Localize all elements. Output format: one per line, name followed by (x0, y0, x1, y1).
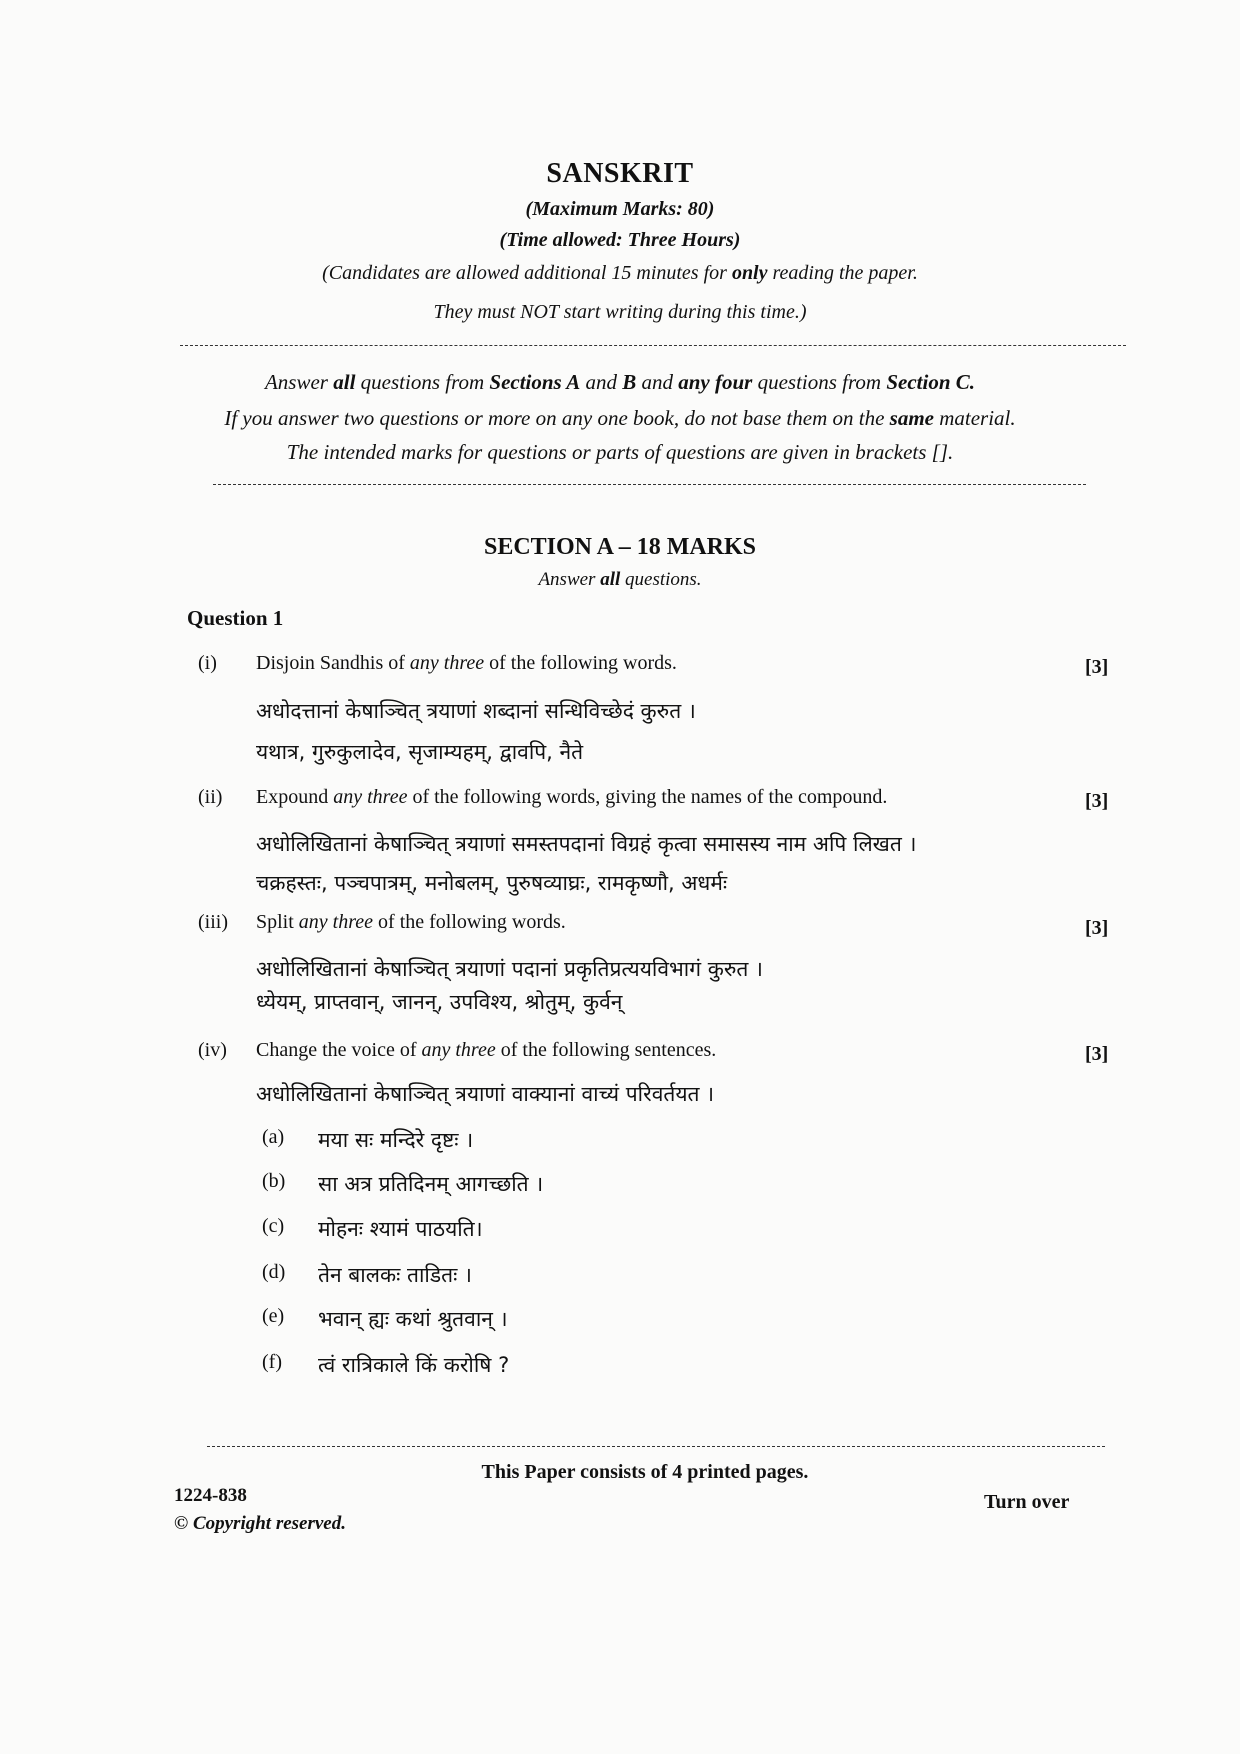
page-count-note: This Paper consists of 4 printed pages. (481, 1461, 809, 1483)
sanskrit-instruction: अधोलिखितानां केषाञ्चित् त्रयाणां समस्तपदानां विग्रहं कृत्वा समासस्य नाम अपि लिखत । (256, 832, 917, 856)
question-heading: Question 1 (187, 606, 284, 630)
copyright-note: © Copyright reserved. (174, 1513, 346, 1534)
part-number: (iv) (198, 1039, 227, 1061)
sentence-text: मया सः मन्दिरे दृष्टः । (318, 1128, 474, 1152)
marks-badge: [3] (1085, 656, 1109, 678)
sentence-label: (c) (262, 1215, 285, 1237)
part-number: (ii) (198, 786, 223, 808)
word-list: चक्रहस्तः, पञ्चपात्रम्, मनोबलम्, पुरुषव्याघ्रः, रामकृष्णौ, अधर्मः (256, 871, 728, 895)
part-instruction: Expound any three of the following words, giving the names of the compound. (256, 786, 888, 808)
sentence-label: (f) (262, 1351, 282, 1373)
section-title: SECTION A – 18 MARKS (483, 534, 757, 560)
sentence-label: (a) (262, 1126, 285, 1148)
sentence-label: (b) (262, 1170, 286, 1192)
instruction-line1: Answer all questions from Sections A and B and any four questions from Section C. (264, 370, 976, 394)
reading-note-line1: (Candidates are allowed additional 15 minutes for only reading the paper. (322, 262, 918, 284)
marks-badge: [3] (1085, 790, 1109, 812)
reading-note-line2: They must NOT start writing during this time.) (433, 301, 807, 323)
part-instruction: Split any three of the following words. (256, 911, 566, 933)
sentence-text: तेन बालकः ताडितः । (318, 1263, 472, 1287)
instruction-line3: The intended marks for questions or parts of questions are given in brackets []. (286, 440, 954, 464)
marks-badge: [3] (1085, 1043, 1109, 1065)
part-instruction: Change the voice of any three of the following sentences. (256, 1039, 717, 1061)
word-list: यथात्र, गुरुकुलादेव, सृजाम्यहम्, द्वावपि, नैते (256, 740, 584, 764)
marks-badge: [3] (1085, 917, 1109, 939)
section-subtitle: Answer all questions. (538, 569, 702, 590)
sanskrit-instruction: अधोलिखितानां केषाञ्चित् त्रयाणां वाक्यानां वाच्यं परिवर्तयत । (256, 1082, 715, 1106)
sanskrit-instruction: अधोलिखितानां केषाञ्चित् त्रयाणां पदानां प्रकृतिप्रत्ययविभागं कुरुत । (256, 957, 764, 981)
turn-over-note: Turn over (984, 1491, 1070, 1513)
sentence-text: त्वं रात्रिकाले किं करोषि ? (318, 1353, 510, 1377)
word-list: ध्येयम्, प्राप्तवान्, जानन्, उपविश्य, श्रोतुम्, कुर्वन् (256, 990, 623, 1014)
sentence-label: (e) (262, 1305, 285, 1327)
part-number: (i) (198, 652, 217, 674)
divider (213, 484, 1086, 485)
time-allowed: (Time allowed: Three Hours) (499, 229, 741, 251)
part-number: (iii) (198, 911, 228, 933)
subject-title: SANSKRIT (546, 158, 694, 189)
sentence-label: (d) (262, 1261, 286, 1283)
sentence-text: मोहनः श्यामं पाठयति। (318, 1217, 483, 1241)
sanskrit-instruction: अधोदत्तानां केषाञ्चित् त्रयाणां शब्दानां सन्धिविच्छेदं कुरुत । (256, 699, 696, 723)
divider (207, 1446, 1105, 1447)
sentence-text: भवान् ह्यः कथां श्रुतवान् । (318, 1307, 508, 1331)
part-instruction: Disjoin Sandhis of any three of the following words. (256, 652, 677, 674)
paper-code: 1224-838 (174, 1485, 247, 1506)
max-marks: (Maximum Marks: 80) (525, 198, 715, 220)
instruction-line2: If you answer two questions or more on any one book, do not base them on the same material. (224, 406, 1016, 430)
sentence-text: सा अत्र प्रतिदिनम् आगच्छति । (318, 1172, 544, 1196)
divider (180, 345, 1126, 346)
